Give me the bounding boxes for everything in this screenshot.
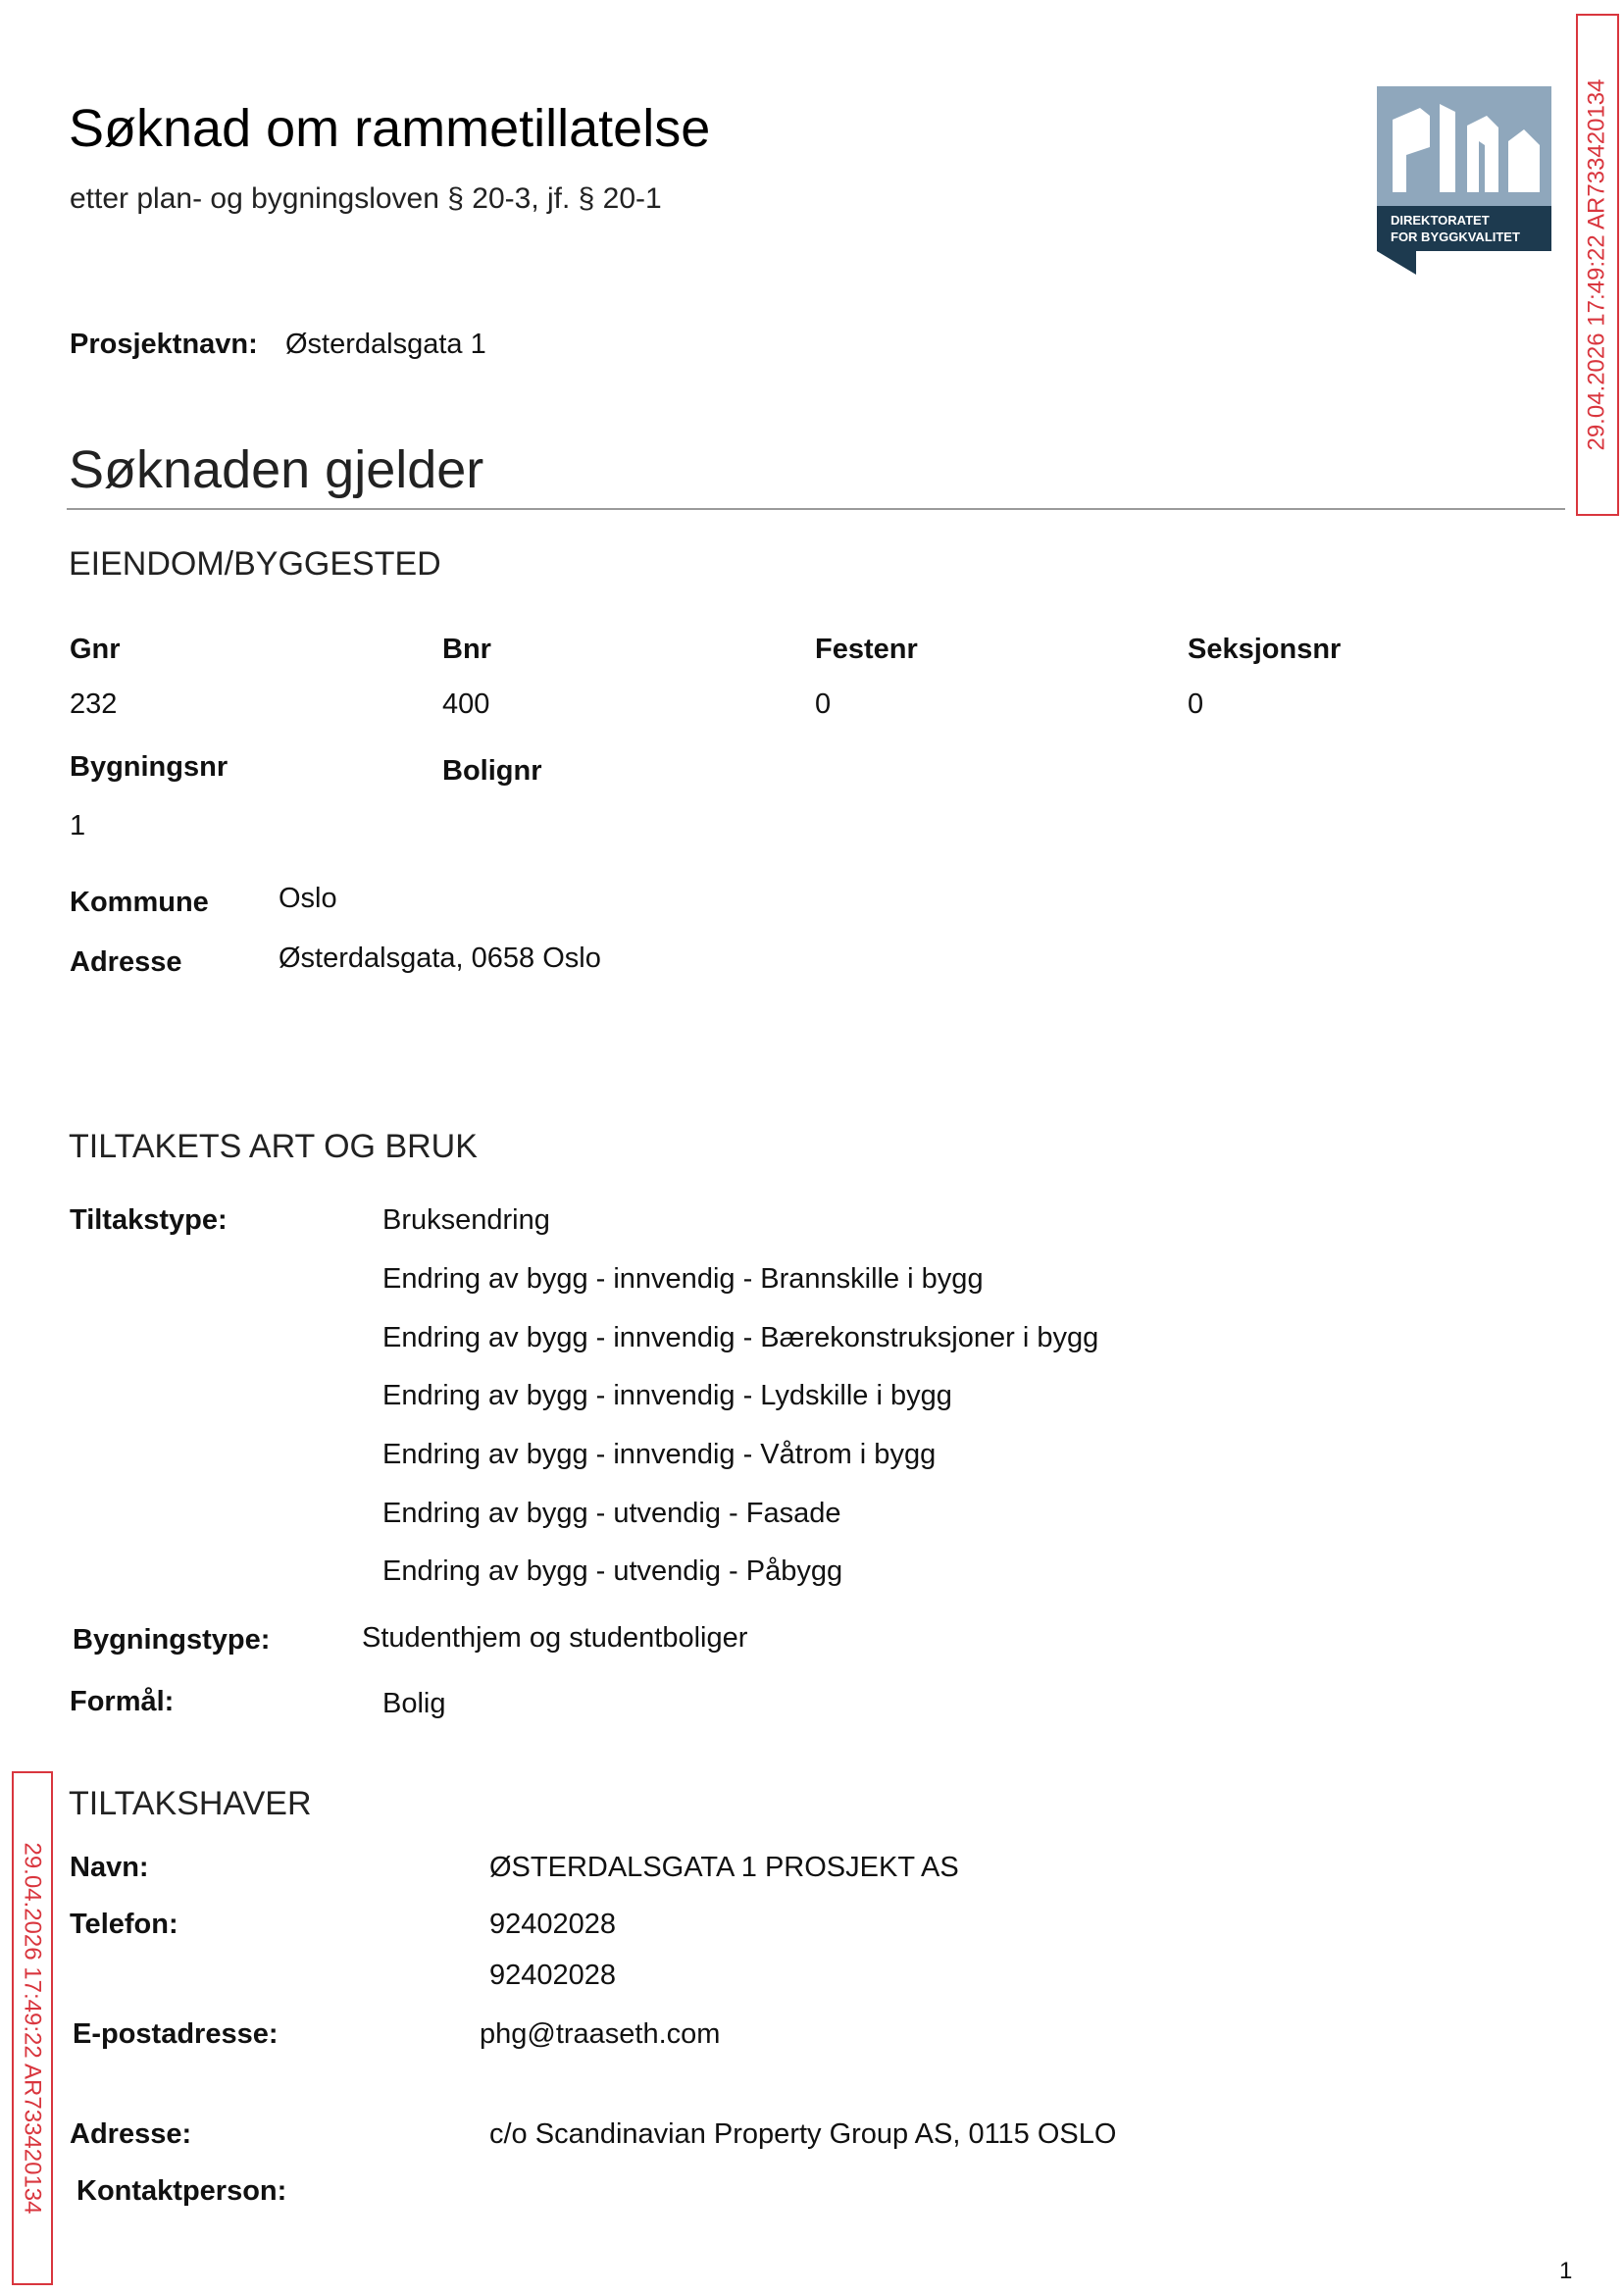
logo-text-line1: DIREKTORATET bbox=[1391, 213, 1490, 228]
tiltakstype-item: Endring av bygg - innvendig - Bærekonstruksjoner i bygg bbox=[382, 1322, 1099, 1353]
seksjonsnr-value: 0 bbox=[1188, 688, 1204, 720]
tiltakstype-label: Tiltakstype: bbox=[70, 1204, 228, 1236]
adresse-label: Adresse bbox=[70, 946, 182, 978]
section-title: Søknaden gjelder bbox=[69, 440, 484, 499]
seksjonsnr-label: Seksjonsnr bbox=[1188, 634, 1342, 665]
formal-label: Formål: bbox=[70, 1686, 175, 1717]
tiltakshaver-adresse-value: c/o Scandinavian Property Group AS, 0115 OSLO bbox=[489, 2118, 1117, 2150]
document-subtitle: etter plan- og bygningsloven § 20-3, jf. § 20-1 bbox=[70, 182, 662, 215]
telefon-value: 92402028 bbox=[489, 1909, 617, 1940]
navn-label: Navn: bbox=[70, 1852, 149, 1883]
kommune-value: Oslo bbox=[279, 883, 337, 914]
kontaktperson-label: Kontaktperson: bbox=[76, 2175, 287, 2207]
tiltakshaver-adresse-label: Adresse: bbox=[70, 2118, 192, 2150]
tiltakshaver-heading: TILTAKSHAVER bbox=[69, 1785, 312, 1822]
timestamp-stamp-left bbox=[12, 1771, 53, 2285]
tiltakstype-item: Bruksendring bbox=[382, 1204, 550, 1236]
epost-label: E-postadresse: bbox=[73, 2018, 279, 2050]
kommune-label: Kommune bbox=[70, 887, 209, 918]
epost-value: phg@traaseth.com bbox=[480, 2018, 721, 2050]
bygningstype-label: Bygningstype: bbox=[73, 1624, 271, 1656]
section-divider bbox=[67, 508, 1565, 510]
eiendom-heading: EIENDOM/BYGGESTED bbox=[69, 545, 441, 583]
bygningstype-value: Studenthjem og studentboliger bbox=[362, 1622, 748, 1654]
tiltakstype-item: Endring av bygg - innvendig - Våtrom i bygg bbox=[382, 1439, 937, 1470]
adresse-value: Østerdalsgata, 0658 Oslo bbox=[279, 943, 601, 974]
tiltakstype-item: Endring av bygg - innvendig - Brannskille i bygg bbox=[382, 1263, 984, 1295]
bygningsnr-label: Bygningsnr bbox=[70, 751, 228, 783]
bygningsnr-value: 1 bbox=[70, 810, 86, 841]
telefon-value: 92402028 bbox=[489, 1960, 617, 1991]
timestamp-stamp-right bbox=[1576, 14, 1619, 516]
page-number: 1 bbox=[1559, 2258, 1573, 2284]
project-name-label: Prosjektnavn: bbox=[70, 329, 258, 360]
navn-value: ØSTERDALSGATA 1 PROSJEKT AS bbox=[489, 1852, 959, 1883]
formal-value: Bolig bbox=[382, 1688, 446, 1719]
bnr-value: 400 bbox=[442, 688, 490, 720]
festenr-label: Festenr bbox=[815, 634, 918, 665]
project-name-value: Østerdalsgata 1 bbox=[285, 329, 486, 360]
dibk-logo-graphic bbox=[1377, 86, 1551, 275]
festenr-value: 0 bbox=[815, 688, 832, 720]
logo-text-line2: FOR BYGGKVALITET bbox=[1391, 229, 1520, 244]
gnr-label: Gnr bbox=[70, 634, 121, 665]
tiltak-heading: TILTAKETS ART OG BRUK bbox=[69, 1128, 478, 1165]
stamp-text: 29.04.2026 17:49:22 AR733420134 bbox=[20, 1842, 46, 2215]
tiltakstype-item: Endring av bygg - utvendig - Påbygg bbox=[382, 1555, 843, 1587]
tiltakstype-item: Endring av bygg - innvendig - Lydskille i bygg bbox=[382, 1380, 952, 1411]
bolignr-label: Bolignr bbox=[442, 755, 542, 787]
document-title: Søknad om rammetillatelse bbox=[69, 99, 711, 158]
telefon-label: Telefon: bbox=[70, 1909, 178, 1940]
dibk-logo bbox=[1377, 86, 1551, 275]
tiltakstype-item: Endring av bygg - utvendig - Fasade bbox=[382, 1498, 841, 1529]
stamp-text: 29.04.2026 17:49:22 AR733420134 bbox=[1584, 78, 1610, 451]
bnr-label: Bnr bbox=[442, 634, 491, 665]
gnr-value: 232 bbox=[70, 688, 118, 720]
